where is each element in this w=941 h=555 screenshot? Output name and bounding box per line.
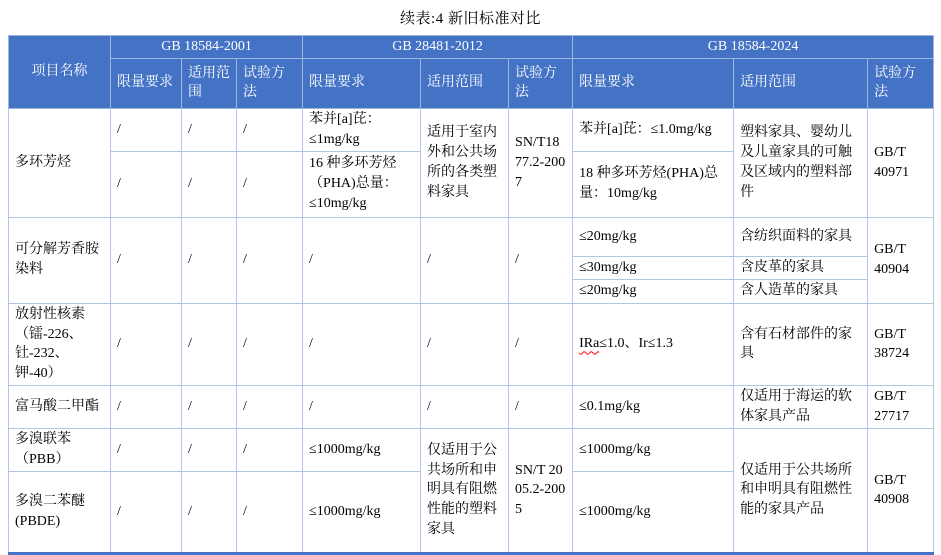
cell-azo-2001-method: / [237, 217, 303, 303]
cell-azo-2001-limit: / [111, 217, 182, 303]
column-header-scope-2001: 适用范围 [182, 58, 237, 108]
cell-radionuclide-2024-scope: 含有石材部件的家具 [734, 303, 868, 386]
spellcheck-marked-text: IRa [579, 336, 600, 352]
header-sub-row [9, 58, 934, 108]
column-header-method-2024: 试验方法 [868, 58, 934, 108]
cell-pbb-2001-limit: / [111, 428, 182, 471]
cell-fumarate-2001-scope: / [182, 386, 237, 429]
cell-pbb-2001-scope: / [182, 428, 237, 471]
column-group-gb18584-2001: GB 18584-2001 [111, 36, 303, 59]
cell-flame-2024-method: GB/T 40908 [868, 428, 934, 553]
cell-azo-2001-scope: / [182, 217, 237, 303]
cell-azo-2024-scope-3: 含人造革的家具 [734, 279, 868, 303]
cell-pbb-2012-limit: ≤1000mg/kg [303, 428, 421, 471]
cell-pbde-2001-method: / [237, 471, 303, 553]
cell-pbde-2012-limit: ≤1000mg/kg [303, 471, 421, 553]
cell-fumarate-2001-method: / [237, 386, 303, 429]
cell-pah-name: 多环芳烃 [9, 108, 111, 217]
cell-pah-2012-method: SN/T1877.2-2007 [509, 108, 573, 217]
table-row-azo-1 [9, 217, 934, 256]
table-row-pah-1 [9, 108, 934, 151]
cell-pah-2001-method-2: / [237, 151, 303, 217]
cell-radionuclide-2012-limit: / [303, 303, 421, 386]
cell-radionuclide-2012-scope: / [421, 303, 509, 386]
cell-fumarate-2012-limit: / [303, 386, 421, 429]
cell-pah-2024-method: GB/T 40971 [868, 108, 934, 217]
column-header-scope-2012: 适用范围 [421, 58, 509, 108]
cell-pah-2001-scope-2: / [182, 151, 237, 217]
cell-azo-2012-limit: / [303, 217, 421, 303]
cell-flame-2024-scope: 仅适用于公共场所和申明具有阻燃性能的家具产品 [734, 428, 868, 553]
cell-flame-2012-method: SN/T 2005.2-2005 [509, 428, 573, 553]
cell-pah-2024-scope: 塑料家具、婴幼儿及儿童家具的可触及区域内的塑料部件 [734, 108, 868, 217]
column-header-method-2012: 试验方法 [509, 58, 573, 108]
table-row-radionuclide [9, 303, 934, 386]
cell-fumarate-2012-method: / [509, 386, 573, 429]
standards-comparison-table [8, 35, 934, 555]
cell-radionuclide-2024-limit [573, 303, 734, 386]
cell-azo-2024-limit-3: ≤20mg/kg [573, 279, 734, 303]
cell-azo-2024-limit-2: ≤30mg/kg [573, 256, 734, 279]
cell-fumarate-2024-scope: 仅适用于海运的软体家具产品 [734, 386, 868, 429]
cell-radionuclide-name: 放射性核素（镭-226、钍-232、钾-40） [9, 303, 111, 386]
cell-azo-2024-method: GB/T 40904 [868, 217, 934, 303]
cell-pah-2012-limit-1: 苯并[a]芘：≤1mg/kg [303, 108, 421, 151]
cell-pah-2012-limit-2: 16 种多环芳烃（PHA)总量：≤10mg/kg [303, 151, 421, 217]
cell-radionuclide-2024-method: GB/T 38724 [868, 303, 934, 386]
table-row-pbb [9, 428, 934, 471]
cell-pbde-2001-limit: / [111, 471, 182, 553]
page-title: 续表:4 新旧标准对比 [400, 11, 541, 27]
header-group-row [9, 36, 934, 59]
column-header-method-2001: 试验方法 [237, 58, 303, 108]
cell-fumarate-2012-scope: / [421, 386, 509, 429]
cell-fumarate-2024-method: GB/T 27717 [868, 386, 934, 429]
cell-fumarate-2024-limit: ≤0.1mg/kg [573, 386, 734, 429]
cell-azo-name: 可分解芳香胺染料 [9, 217, 111, 303]
column-header-limit-2001: 限量要求 [111, 58, 182, 108]
column-header-scope-2024: 适用范围 [734, 58, 868, 108]
cell-pbb-2024-limit: ≤1000mg/kg [573, 428, 734, 471]
column-header-limit-2024: 限量要求 [573, 58, 734, 108]
cell-azo-2012-scope: / [421, 217, 509, 303]
cell-fumarate-2001-limit: / [111, 386, 182, 429]
cell-radionuclide-2012-method: / [509, 303, 573, 386]
column-group-gb28481-2012: GB 28481-2012 [303, 36, 573, 59]
cell-radionuclide-2001-limit: / [111, 303, 182, 386]
table-row-dimethyl-fumarate [9, 386, 934, 429]
cell-radionuclide-2001-scope: / [182, 303, 237, 386]
cell-azo-2012-method: / [509, 217, 573, 303]
cell-pbde-2024-limit: ≤1000mg/kg [573, 471, 734, 553]
cell-pah-2012-scope: 适用于室内外和公共场所的各类塑料家具 [421, 108, 509, 217]
column-group-gb18584-2024: GB 18584-2024 [573, 36, 934, 59]
cell-pbb-name: 多溴联苯（PBB） [9, 428, 111, 471]
cell-flame-2012-scope: 仅适用于公共场所和申明具有阻燃性能的塑料家具 [421, 428, 509, 553]
cell-pah-2001-method-1: / [237, 108, 303, 151]
limit-rest-text: ≤1.0、Ir≤1.3 [599, 336, 673, 352]
column-header-limit-2012: 限量要求 [303, 58, 421, 108]
cell-azo-2024-limit-1: ≤20mg/kg [573, 217, 734, 256]
column-header-project: 项目名称 [9, 36, 111, 109]
cell-pbde-2001-scope: / [182, 471, 237, 553]
cell-fumarate-name: 富马酸二甲酯 [9, 386, 111, 429]
cell-radionuclide-2001-method: / [237, 303, 303, 386]
cell-pbb-2001-method: / [237, 428, 303, 471]
cell-pah-2024-limit-1: 苯并[a]芘：≤1.0mg/kg [573, 108, 734, 151]
cell-pbde-name: 多溴二苯醚(PBDE) [9, 471, 111, 553]
cell-azo-2024-scope-2: 含皮革的家具 [734, 256, 868, 279]
cell-pah-2024-limit-2: 18 种多环芳烃(PHA)总量：10mg/kg [573, 151, 734, 217]
cell-pah-2001-scope-1: / [182, 108, 237, 151]
cell-pah-2001-limit-2: / [111, 151, 182, 217]
cell-azo-2024-scope-1: 含纺织面料的家具 [734, 217, 868, 256]
cell-pah-2001-limit-1: / [111, 108, 182, 151]
